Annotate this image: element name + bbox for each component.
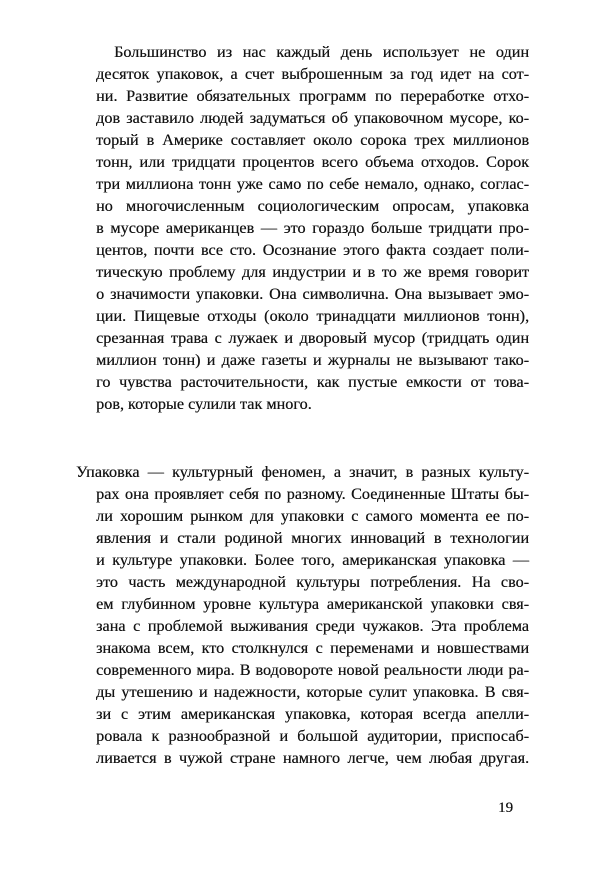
text-line: центов, почти все сто. Осознание этого факта создает поли- [96, 241, 529, 259]
text-line: явления и стали родиной многих инноваций в технологии [96, 529, 529, 547]
text-line: это часть международной культуры потребления. На сво- [96, 573, 529, 591]
text-line: в мусоре американцев — это гораздо больше тридцати про- [96, 219, 529, 237]
text-line: зана с проблемой выживания среди чужаков. Эта проблема [96, 617, 529, 635]
text-line: зи с этим американская упаковка, которая всегда апелли- [96, 705, 529, 723]
text-line: десяток упаковок, а счет выброшенным за год идет на сот- [96, 65, 529, 83]
text-line: ем глубинном уровне культура американской упаковки свя- [96, 595, 529, 613]
text-line: миллион тонн) и даже газеты и журналы не вызывают тако- [96, 351, 529, 369]
text-line: современного мира. В водовороте новой реальности люди ра- [96, 661, 529, 679]
text-line: знакома всем, кто столкнулся с переменами и новшествами [96, 639, 529, 657]
text-line: дов заставило людей задуматься об упаковочном мусоре, ко- [96, 109, 529, 127]
text-line: о значимости упаковки. Она символична. Она вызывает эмо- [96, 285, 529, 303]
text-line: но многочисленным социологическим опросам, упаковка [96, 197, 529, 215]
paragraph [96, 41, 529, 415]
text-line: три миллиона тонн уже само по себе немало, однако, соглас- [96, 175, 529, 193]
text-line: Большинство из нас каждый день использует не один [114, 43, 529, 61]
text-line: ров, которые сулили так много. [96, 395, 312, 413]
text-block [76, 41, 529, 769]
text-line: ды утешению и надежности, которые сулит упаковка. В свя- [96, 683, 529, 701]
text-line: рах она проявляет себя по разному. Соединенные Штаты бы- [96, 485, 529, 503]
text-line: и культуре упаковки. Более того, американская упаковка — [96, 551, 529, 569]
paragraph [76, 461, 529, 769]
text-line: ции. Пищевые отходы (около тринадцати миллионов тонн), [96, 307, 529, 325]
text-line: го чувства расточительности, как пустые емкости от това- [96, 373, 529, 391]
text-line: торый в Америке составляет около сорока трех миллионов [96, 131, 529, 149]
text-line: ровала к разнообразной и большой аудитории, приспосаб- [96, 727, 529, 745]
text-line: тонн, или тридцати процентов всего объема отходов. Сорок [96, 153, 529, 171]
page-number: 19 [498, 800, 513, 816]
text-line: тическую проблему для индустрии и в то же время говорит [96, 263, 529, 281]
text-line: ли хорошим рынком для упаковки с самого момента ее по- [96, 507, 529, 525]
text-line: срезанная трава с лужаек и дворовый мусор (тридцать один [96, 329, 529, 347]
text-line: ни. Развитие обязательных программ по переработке отхо- [96, 87, 529, 105]
text-line: ливается в чужой стране намного легче, чем любая другая. [96, 749, 529, 767]
text-line: Упаковка — культурный феномен, а значит, в разных культу- [76, 463, 529, 481]
